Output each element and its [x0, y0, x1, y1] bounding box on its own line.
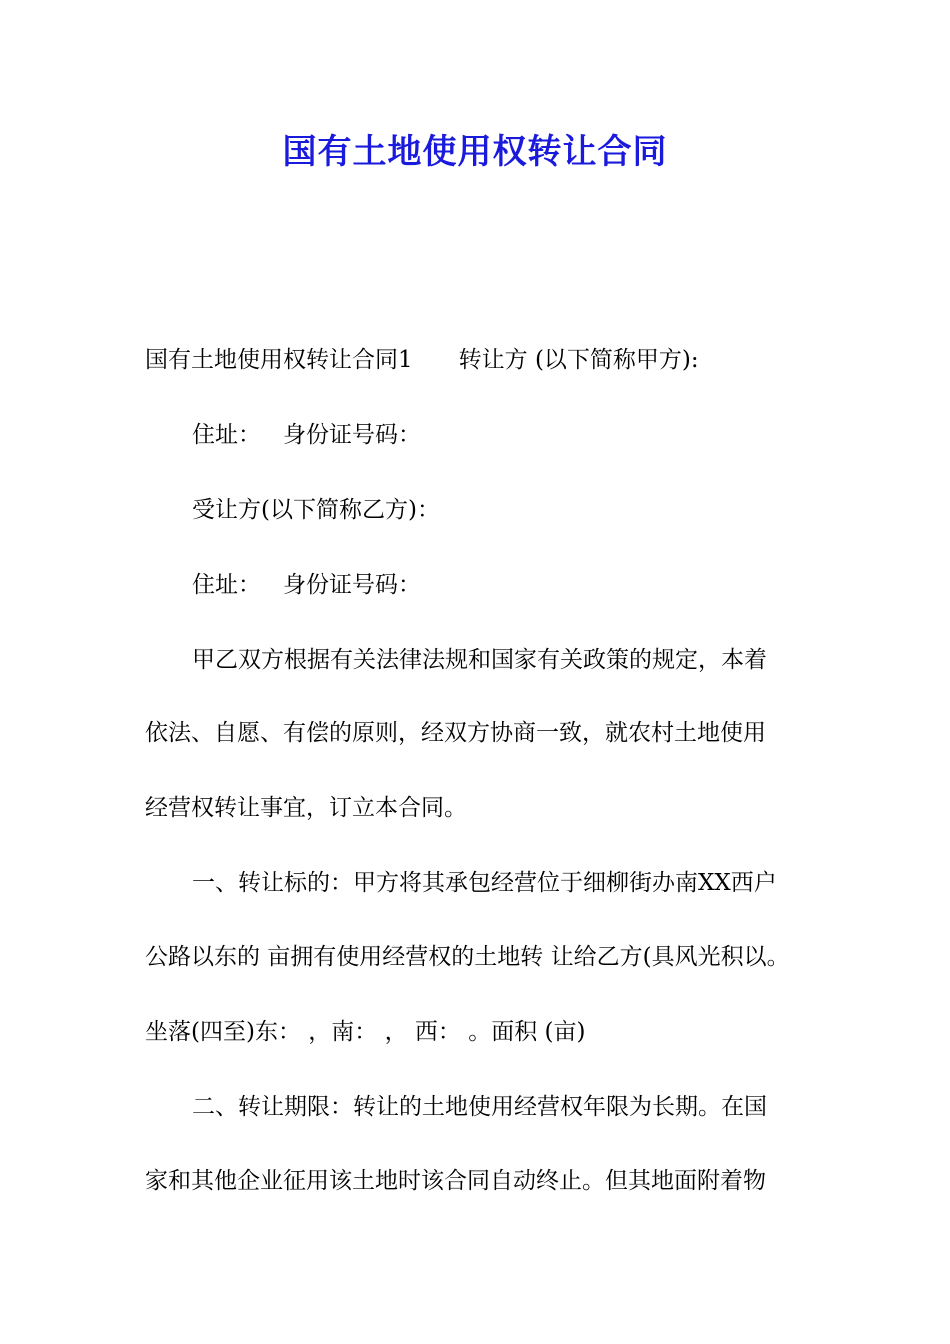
clause-1-line: 坐落(四至)东： ，南： ， 西： 。面积 (亩): [145, 1019, 586, 1045]
paragraph-line: 依法、自愿、有偿的原则，经双方协商一致，就农村土地使用: [145, 720, 766, 746]
transferee-label-line: [192, 494, 440, 526]
address-label: 住址：: [192, 422, 261, 448]
id-number-label: 身份证号码：: [283, 422, 421, 448]
transferee-address-line: [192, 569, 421, 601]
contract-heading-line: [145, 344, 699, 376]
transferor-address-line: [192, 419, 421, 451]
contract-number-text: 国有土地使用权转让合同1: [145, 347, 413, 373]
transferee-label: 受让方(以下简称乙方)：: [192, 497, 440, 523]
clause-2-line: 家和其他企业征用该土地时该合同自动终止。但其地面附着物: [145, 1168, 766, 1194]
transferor-label: 转让方 (以下简称甲方):: [458, 347, 699, 373]
address-label: 住址：: [192, 572, 261, 598]
clause-1-line: 一、转让标的：甲方将其承包经营位于细柳街办南XX西户: [192, 870, 777, 896]
id-number-label: 身份证号码：: [283, 572, 421, 598]
paragraph-line: 经营权转让事宜，订立本合同。: [145, 795, 467, 821]
clause-1-line: 公路以东的 亩拥有使用经营权的土地转 让给乙方(具风光积以。: [145, 944, 790, 970]
clause-2-line: 二、转让期限：转让的土地使用经营权年限为长期。在国: [192, 1094, 767, 1120]
document-title: 国有土地使用权转让合同: [282, 132, 668, 172]
paragraph-line: 甲乙双方根据有关法律法规和国家有关政策的规定，本着: [192, 647, 767, 673]
